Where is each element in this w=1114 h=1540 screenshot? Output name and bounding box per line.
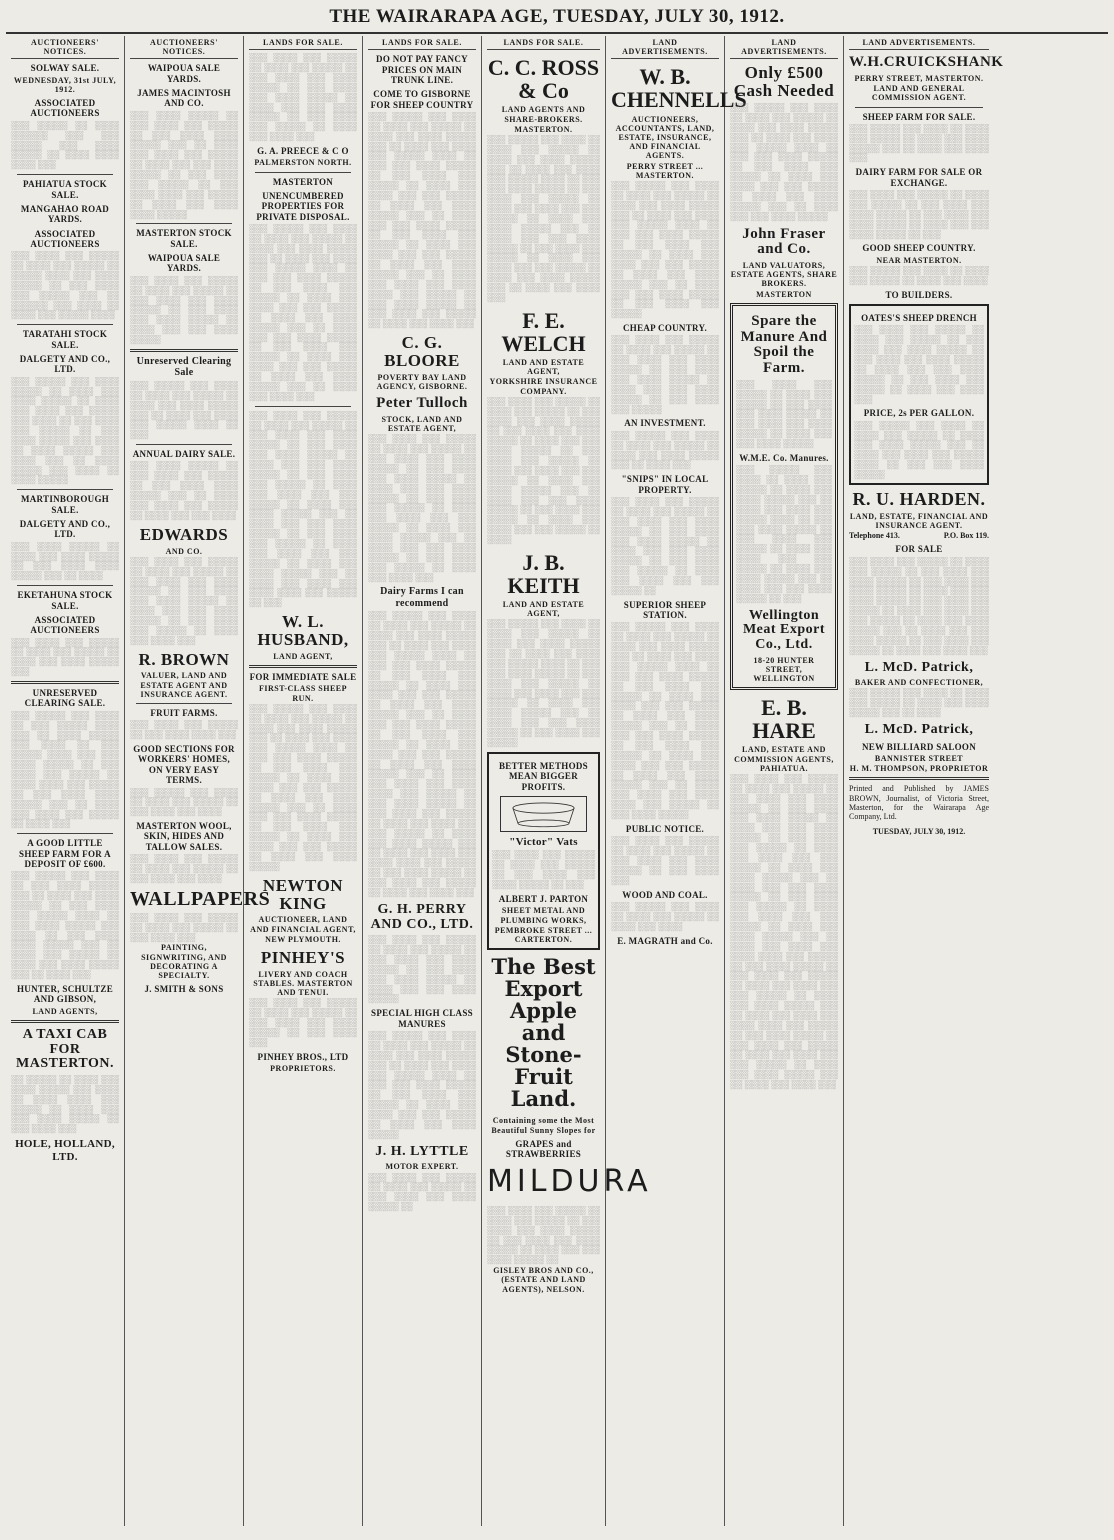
pobox-label: P.O. Box 119. — [943, 531, 989, 541]
ad-heading: FOR IMMEDIATE SALE — [249, 672, 357, 683]
ad-body-placeholder: ░░░ ░░░░ ░░░ ░░░░░ ░░ ░░░░ ░░░ ░░░░░ ░░ ░░░░ ░░░ ░░░░ ░░░░░ ░░░ — [11, 636, 119, 677]
column-lands-for-sale-1 — [244, 36, 363, 1526]
ad-subheading: VALUER, LAND AND ESTATE AGENT AND INSURANCE AGENT. — [140, 671, 228, 699]
ad-heading: A GOOD LITTLE SHEEP FARM FOR A DEPOSIT OF £600. — [19, 838, 111, 869]
ad-subheading: H. M. THOMPSON, PROPRIETOR — [849, 764, 989, 774]
patrick-heading: L. McD. Patrick, — [864, 659, 974, 675]
ad-body-placeholder: ░░░ ░░░░ ░░░░░ ░░ ░░░ ░░░░ ░░░ ░░░░░ ░░ ░░░ ░░░░ ░░░░ ░░░░░ ░░░ ░░ ░░░░ ░░░ ░░░░ ░░░ ░░░░░ ░░ ░░░░ ░░░ ░░░ ░░░░ ░░░░░ ░░ ░░░ ░░░░ ░░░ ░░░░░ ░░ ░░░ ░░░░ ░░░░ ░░░ ░░░░░ ░░ ░░░░ ░░░ ░░░░ ░░░░ ░░░░░ — [130, 109, 238, 219]
harden-contact — [849, 531, 989, 540]
keith-heading: J. B. KEITH — [507, 549, 580, 598]
ad-heading: G. A. PREECE & C O — [257, 146, 349, 157]
ad-heading: GRAPES and STRAWBERRIES — [505, 1138, 582, 1160]
ad-heading: AN INVESTMENT. — [624, 418, 706, 429]
column-header: AUCTIONEERS' NOTICES. — [11, 36, 119, 59]
rule — [17, 833, 113, 834]
edwards-heading: EDWARDS — [139, 524, 229, 544]
vat-icon — [501, 797, 586, 831]
ad-subheading: SHEET METAL AND PLUMBING WORKS, — [500, 906, 587, 925]
ad-subheading: 18-20 HUNTER STREET, WELLINGTON — [753, 655, 815, 683]
ad-heading: SOLWAY SALE. — [30, 63, 100, 74]
patrick-heading-2: L. McD. Patrick, — [864, 722, 974, 738]
ad-subheading: LAND, ESTATE AND COMMISSION AGENTS, PAHIATUA. — [734, 745, 834, 773]
newton-heading: NEWTON KING — [262, 875, 344, 913]
ad-heading: MANGAHAO ROAD YARDS. — [20, 203, 110, 225]
ad-subheading: BAKER AND CONFECTIONER, — [854, 678, 984, 688]
ad-subheading: AUCTIONEERS, ACCOUNTANTS, LAND, ESTATE, INSURANCE, AND FINANCIAL AGENTS. — [615, 114, 715, 161]
ad-subheading: LAND AGENTS AND SHARE-BROKERS. — [501, 105, 586, 124]
ad-heading: E. MAGRATH and Co. — [617, 935, 713, 946]
column-lands-for-sale-2 — [363, 36, 482, 1526]
ad-heading: MASTERTON — [272, 176, 334, 187]
ad-heading: MASTERTON WOOL, SKIN, HIDES AND TALLOW SALES. — [136, 821, 232, 852]
ad-subheading: POVERTY BAY LAND AGENCY, GISBORNE. — [376, 372, 468, 392]
ad-body-placeholder: ░░░ ░░░░ ░░░ ░░░░░ ░░ ░░░░ ░░░ ░░░░░ ░░ ░░░ ░░░░ ░░░ ░░░░ ░░░░░ ░░ ░░░ ░░░░ ░░░ ░░░░ ░░░░░ ░░ ░░░░ ░░░ ░░░ ░░░░ ░░░░░ ░░ ░░░ ░░░░ ░░░ ░░░░░ ░░ ░░░░ ░░░ ░░░░ ░░░ — [130, 555, 238, 645]
ad-body-placeholder: ░░░ ░░░░░ ░░░ ░░░░ ░░ ░░░░ ░░░ ░░░░░ ░░ ░░░░ ░░░ ░░░░ ░░░░░ ░░░ ░░ ░░░░ ░░░ ░░░░ ░░░ ░░░░░ ░░░░ ░░ ░░░ — [130, 379, 238, 440]
ad-body-placeholder: ░░░ ░░░░░ ░░░ ░░░░ ░░ ░░░░ ░░░ ░░░░░ ░░ ░░░░ ░░░ ░░░░ ░░░░░ ░░░ ░░ ░░░░ ░░░ ░░░░ ░░░ ░░░░░ ░░░░ ░░ ░░░ ░░░ ░░░░ ░░░░░ ░░ ░░░ ░░░░ ░░░ ░░░░░ ░░ ░░░░ ░░░ ░░░░ ░░░ ░░░ ░░░░░ ░░ ░░░░ ░░░ ░░░░ ░░░░░ ░░░ ░░ ░░░░ ░░░ ░░░ ░░░░ ░░░░░ — [730, 102, 838, 221]
ad-body-placeholder: ░░░ ░░░░ ░░░ ░░░░░ ░░ ░░░░ ░░░ ░░░░░ ░░ ░░░ ░░░░ ░░░ ░░░░ ░░░░░ ░░ ░░░ ░░░░ ░░░ — [611, 835, 719, 885]
ad-heading: FOR SALE — [895, 544, 943, 555]
brown-heading: R. BROWN — [138, 649, 230, 669]
ad-body-placeholder: ░░░ ░░░░ ░░░ ░░░░░ ░░ ░░░░ ░░░ ░░░░░ ░░ ░░░ ░░░░ ░░░ ░░░░ ░░░░░ ░░ ░░░ ░░░░ ░░░ ░░░░ ░░░░░ ░░ ░░░░ ░░░ ░░░ ░░░░ ░░░░░ ░░ ░░░ ░░░░ ░░░ ░░░░░ ░░ ░░░░ ░░░ ░░░░ ░░░ — [854, 324, 984, 404]
ad-body-placeholder: ░░░ ░░░░░ ░░░ ░░░░ ░░░░░ ░░ ░░░░ ░░░ ░░░░ ░░░░░ ░░ ░░░░ ░░░ ░░░░ ░░░ ░░░░░ ░░░ ░░░░ ░░ ░░░ ░░░░ ░░░ ░░░░░ ░░ ░░░ ░░░░ ░░░░░ ░░░ ░░░░ ░░ ░░░░ ░░░░░ ░░░ ░░░░ ░░░ ░░ ░░░░ ░░░░░ ░░░ ░░░░ ░░ ░░░░ ░░░░░ — [11, 375, 119, 485]
ad-heading: COME TO GISBORNE FOR SHEEP COUNTRY — [370, 89, 474, 110]
ad-body-placeholder: ░░░ ░░░░ ░░░ ░░░░░ ░░ ░░░░ ░░░ ░░░░░ ░░ ░░░ ░░░░ ░░░ ░░░░ ░░░░░ ░░ ░░░ ░░░░ ░░░ ░░░░ ░░░░░ ░░ ░░░░ ░░░ ░░░ ░░░░ ░░░░░ ░░ — [487, 1204, 600, 1265]
ad-heading: MARTINBOROUGH SALE. — [20, 494, 110, 515]
ad-body-placeholder: ░░░ ░░░░ ░░░ ░░░░░ ░░ ░░░░ ░░░ ░░░░░ ░░ ░░░ ░░░░ ░░░ ░░░░ ░░░░░ ░░ ░░░ ░░░░ ░░░ ░░░░ ░░░░░ ░░ ░░░░ ░░░ ░░░ ░░░░ ░░░░░ ░░ ░░░ ░░░░ ░░░ ░░░░░ ░░ ░░░░ ░░░ ░░░░ ░░░ ░░░ ░░░░░ ░░ ░░░░ ░░░ ░░░░ ░░░░░ ░░░ ░░ ░░░░ ░░░ ░░░ ░░░░ ░░░░░ ░░ ░░░ ░░░░ ░░░ ░░░░░ ░░ ░░░░ ░░░ ░░░░ ░░░ ░░░ ░░░░░ ░░ ░░░░ ░░░ ░░░░ ░░░░░ ░░░ ░░ ░░░░ ░░░ ░░░░ ░░░ ░░░░ ░░░░ ░░░ ░░░░░ ░░ ░░░ ░░░░ ░░░░░ ░░ ░░░ ░░░░ ░░░ ░░░░░ ░░ ░░░░ ░░░ ░░░░ ░░░ ░░░ ░░░░░ ░░ ░░░░ ░░░ ░░░░ ░░░░░ ░░░ ░░ ░░░░ ░░░ ░░░░ ░░░ ░░░░ ░░░░ ░░░ ░░░░░ ░░ ░░░ ░░░░ ░░░░░ ░░ ░░░ ░░░░ ░░░ ░░░░░ ░░ ░░░░ ░░░ ░░░░ ░░░ ░░░ ░░░░░ ░░ ░░░░ ░░░ ░░░░ ░░░░░ ░░░ ░░ ░░░░ ░░░ ░░░░ ░░░ — [730, 772, 838, 1090]
ad-heading: TARATAHI STOCK SALE. — [22, 329, 108, 350]
rule — [849, 777, 989, 780]
column-header: LANDS FOR SALE. — [368, 36, 476, 50]
ad-subheading: PAINTING, SIGNWRITING, AND DECORATING A SPECIALTY. — [141, 943, 227, 980]
ad-subheading: LAND, ESTATE, FINANCIAL AND INSURANCE AGENT. — [849, 511, 989, 531]
column-header: AUCTIONEERS' NOTICES. — [130, 36, 238, 59]
ad-subheading: LAND AND ESTATE AGENT, — [502, 358, 585, 377]
column-land-advertisements-1 — [606, 36, 747, 1526]
ad-heading: WAIPOUA SALE YARDS. — [147, 253, 221, 274]
ad-heading: PRICE, 2s PER GALLON. — [863, 408, 975, 419]
column-auctioneers-notices — [6, 36, 125, 1526]
ad-body-placeholder: ░░░ ░░░░ ░░░ ░░░░░ ░░ ░░░░ ░░░ ░░░░░ ░░ ░░░ ░░░░ ░░░ — [130, 911, 238, 942]
imprint: Printed and Published by JAMES BROWN, Journalist, of Victoria Street, Masterton, for the Wairarapa Age Company, Ltd. — [849, 784, 989, 821]
ross-heading: C. C. ROSS & Co — [487, 55, 600, 104]
ad-heading: SPECIAL HIGH CLASS MANURES — [371, 1008, 473, 1029]
ad-subheading: NEW PLYMOUTH. — [265, 934, 341, 944]
ad-heading: Unreserved Clearing Sale — [136, 355, 232, 379]
ad-body-placeholder: ░░░ ░░░░ ░░░ ░░░░░ ░░ ░░░░ ░░░ ░░░░░ ░░ ░░░░░ ░░░░ ░░░ ░░░░ ░░░░░ ░░ ░░░ ░░░░ ░░░ ░░░░░ ░░░ ░░ ░░░░░░ ░░░ ░░░░ ░░ ░░░░ ░░░ ░░░░░ ░░░░ — [11, 250, 119, 320]
ad-body-placeholder: ░░░ ░░░░░ ░░░ ░░░░ ░░ ░░░░ ░░░ ░░░░░ ░░ ░░░░ ░░░ ░░░░ ░░░░░ ░░░ ░░ ░░░░ ░░░ ░░░░ ░░░ ░░░░░ ░░░░ ░░ ░░░ ░░░ ░░░░ ░░░░░ ░░ ░░░ ░░░░ ░░░ ░░░░░ ░░ ░░░░ ░░░ ░░░░ ░░░ ░░░ ░░░░░ ░░ ░░░░ ░░░ ░░░░ ░░░░░ ░░░ ░░ ░░░░ ░░░ ░░░ ░░░░ ░░░░░ ░░ ░░░ ░░░░ ░░░ ░░░░░ ░░ ░░░░ ░░░ ░░░░ ░░░ ░░░ ░░░░░ ░░ ░░░░ ░░░ ░░░░ ░░░░░ ░░░ ░░ ░░░░ ░░░ ░░░░ ░░░ ░░░░ ░░░░ ░░░ ░░░░░ ░░ ░░░ ░░░░ ░░░░░ ░░ ░░░ ░░░░ ░░░ ░░░░░ ░░ ░░░░ ░░░ ░░░░ ░░░ — [368, 110, 476, 329]
ad-body-placeholder: ░░░ ░░░░ ░░░░░ ░░ ░░░ ░░░░ ░░░ ░░░░░ ░░ ░░░ ░░░░ ░░░░ ░░░░░ ░░░ ░░ ░░░░ ░░░ ░░░░ ░░░ ░░░░░ ░░ ░░░░ ░░░ ░░░ ░░░░ — [130, 460, 238, 520]
ad-subheading: Containing some the Most Beautiful Sunny Slopes for — [491, 1116, 596, 1135]
ad-body-placeholder: ░░░ ░░░░ ░░░ ░░░░░ ░░ ░░░░ ░░░ ░░░░░ ░░ ░░░ ░░░░ ░░░ ░░░░ ░░░░░ ░░ ░░░ ░░░░ ░░░ ░░░░ ░░░░░ ░░ ░░░░ ░░░ ░░░ ░░░░ ░░░░░ ░░ ░░░ ░░░░ ░░░ ░░░░░ — [611, 334, 719, 414]
rule — [130, 349, 238, 352]
column-header: LAND ADVERTISEMENTS. — [849, 36, 989, 50]
ad-heading: DO NOT PAY FANCY PRICES ON MAIN TRUNK LINE. — [376, 54, 468, 85]
ad-subheading: GISLEY BROS AND CO., (ESTATE AND LAND AGENTS), NELSON. — [493, 1266, 594, 1294]
ad-heading: MASTERTON STOCK SALE. — [136, 228, 232, 249]
bloore-heading: C. G. BLOORE — [384, 333, 460, 370]
vat-illustration — [500, 796, 587, 832]
ad-heading: PAHIATUA STOCK SALE. — [23, 179, 107, 200]
ad-body-placeholder: ░░░ ░░░░░ ░░░ ░░░░ ░░ ░░░░ ░░░ ░░░░░ ░░ ░░░░ ░░░ ░░░░ — [611, 901, 719, 931]
ad-body-placeholder: ░░░ ░░░░░ ░░░ ░░░░ ░░ ░░░░ ░░░ ░░░░░ ░░ ░░░░ ░░░ ░░░░ ░░░░░ ░░░ ░░ ░░░░ ░░░ ░░░░ ░░░ ░░░░░ ░░░░ ░░ ░░░ ░░░ ░░░░ ░░░░░ ░░ ░░░ ░░░░ ░░░ ░░░░░ ░░ ░░░░ ░░░ ░░░░ ░░░ ░░░ ░░░░░ ░░ ░░░░ ░░░ ░░░░ ░░░░░ ░░░ ░░ ░░░░ ░░░ ░░░ ░░░░ ░░░░░ ░░ ░░░ ░░░░ ░░░ ░░░░░ — [611, 179, 719, 319]
masthead: THE WAIRARAPA AGE, TUESDAY, JULY 30, 1912. — [6, 4, 1108, 34]
tulloch-heading: Peter Tulloch — [376, 395, 468, 412]
ad-body-placeholder: ░░░ ░░░░ ░░░ ░░░░░ ░░ ░░░░ ░░░ ░░░░░ ░░ ░░░ ░░░░ ░░░ ░░░░ ░░░░░ ░░ ░░░ ░░░░ ░░░ ░░░░ ░░░░░ ░░ ░░░░ ░░░ ░░░ ░░░░ ░░░░░ ░░ ░░░ ░░░░ ░░░ ░░░░░ ░░ ░░░░ ░░░ ░░░░ ░░░ ░░░ ░░░░░ ░░ ░░░░ ░░░ ░░░░ ░░░░░ ░░░ ░░ ░░░░ ░░░ ░░░ ░░░░ ░░░░░ ░░ ░░░ ░░░░ ░░░ ░░░░░ ░░ ░░░░ ░░░ ░░░░ ░░░ ░░░ ░░░░░ ░░ ░░░░ ░░░ ░░░░ ░░░░░ ░░░ ░░ ░░░░ ░░░ ░░░░ ░░░ ░░░░ ░░░░ ░░░ ░░░░░ ░░ ░░░ — [249, 409, 357, 608]
ad-heading: OATES'S SHEEP DRENCH — [861, 313, 977, 324]
ad-heading: TO BUILDERS. — [885, 289, 953, 300]
ad-subheading: PERRY STREET ... MASTERTON. — [626, 161, 704, 180]
harden-heading: R. U. HARDEN. — [852, 488, 986, 509]
ad-body-placeholder: ░░░ ░░░░░ ░░░ ░░░░ ░░ ░░░░ ░░░ ░░░░░ ░░ ░░░░ ░░░ ░░░░ ░░░░░ ░░░ ░░ ░░░░ — [849, 687, 989, 718]
ad-body-placeholder: ░░░ ░░░░░ ░░░ ░░░░ ░░ ░░░░ ░░░ ░░░░░ ░░ ░░░░ ░░░ ░░░░ ░░░░░ ░░░ ░░ ░░░░ ░░░ ░░░░ ░░░ — [849, 122, 989, 163]
ad-heading: DALGETY AND CO., LTD. — [19, 354, 111, 375]
ad-body-placeholder: ░░░ ░░░░ ░░░ ░░░░░ ░░ ░░░░ ░░░ ░░░░░ ░░ ░░░ ░░░░ ░░░ ░░░░ — [130, 853, 238, 883]
ad-subheading: LAND AGENTS, — [32, 1006, 98, 1016]
rule — [136, 703, 232, 704]
ad-heading: DAIRY FARM FOR SALE OR EXCHANGE. — [855, 167, 983, 188]
ad-body-placeholder: ░░░ ░░░░ ░░░ ░░░░░ ░░ ░░░░ ░░░ ░░░░░ ░░ ░░░ ░░░░ ░░░ ░░░░ ░░░░░ ░░ ░░░ ░░░░ ░░░ ░░░░ ░░░░░ ░░ ░░░░ ░░░ ░░░ ░░░░ ░░░░░ ░░ ░░░ ░░░░ ░░░ ░░░░░ ░░ ░░░░ ░░░ ░░░░ ░░░ ░░░ ░░░░░ ░░ ░░░░ ░░░ ░░░░ ░░░░░ ░░░ ░░ ░░░░ ░░░ ░░░ ░░░░ ░░░░░ ░░ ░░░ ░░░░ ░░░ ░░░░░ ░░ ░░░░ ░░░ ░░░░ ░░░ — [368, 433, 476, 582]
ad-subheading: PROPRIETORS. — [270, 1064, 336, 1074]
ad-body-placeholder: ░░░ ░░░░░ ░░░ ░░░░ ░░ ░░░ ░░░░░ ░░░░ ░░░ ░░ ░░░░ ░░░░░ ░░░ ░░░░ ░░ ░░░ ░░░░░ ░░░░ ░░░ ░░░ ░░░░ ░░░░░ ░░ ░░░ ░░░░ ░░░ ░░░░░ ░░ ░░░░ ░░░░ ░░░ ░░░░░ ░░ ░░░ ░░░░ ░░░░ ░░░░░ ░░░ ░░ ░░░░ ░░░ ░░░░ ░░░ ░░░░░ ░░ ░░░░ ░░░ — [11, 709, 119, 829]
spare-heading: Spare the Manure And Spoil the Farm. — [740, 312, 828, 377]
ad-heading: WAIPOUA SALE YARDS. — [147, 63, 221, 84]
ad-heading: "SNIPS" IN LOCAL PROPERTY. — [621, 474, 709, 495]
ad-heading: EKETAHUNA STOCK SALE. — [17, 590, 113, 611]
ad-heading: ASSOCIATED AUCTIONEERS — [30, 228, 100, 249]
rule — [136, 223, 232, 224]
ad-body-placeholder: ░░░ ░░░░░ ░░░ ░░░░ ░░ ░░░░ ░░░ ░░░░░ ░░ ░░░░ ░░░ ░░░░ ░░░░░ ░░░ ░░ ░░░░ ░░░ ░░░░ ░░░ ░░░░░ ░░░░ ░░ ░░░ ░░░ ░░░░ ░░░░░ ░░ ░░░ ░░░░ ░░░ ░░░░░ ░░ ░░░░ ░░░ ░░░░ ░░░ ░░░ ░░░░░ ░░ ░░░░ ░░░ ░░░░ ░░░░░ ░░░ ░░ ░░░░ ░░░ ░░░ ░░░░ ░░░░░ ░░ ░░░ — [736, 464, 832, 603]
ad-body-placeholder: ░░░ ░░░░░ ░░░ ░░░░ ░░ ░░░░ ░░░ ░░░░░ ░░ ░░░░ ░░░ ░░░░ ░░░░░ ░░░ ░░ ░░░░ ░░░ ░░░░ ░░░ ░░░░░ ░░░░ ░░ ░░░ ░░░ ░░░░ ░░░░░ — [854, 419, 984, 480]
cruickshank-heading: W.H.CRUICKSHANK — [849, 54, 1004, 71]
ad-heading: SUPERIOR SHEEP STATION. — [623, 599, 707, 621]
ad-body-placeholder: ░░░ ░░░░░ ░░░ ░░░░ ░░ ░░░░ ░░░ ░░░░░ ░░ ░░░░ ░░░ ░░░░ ░░░░░ ░░░ ░░ ░░░░ ░░░ — [611, 429, 719, 470]
ad-heading: UNRESERVED CLEARING SALE. — [24, 688, 106, 709]
ad-body-placeholder: ░░░ ░░░░░ ░░░ ░░░░ ░░ ░░░░ ░░░ ░░░░░ ░░ ░░░░ ░░░ ░░░░ ░░░░░ ░░░ ░░ ░░░░ ░░░ ░░░░ ░░░ ░░░░░ ░░░░ ░░ ░░░ ░░░ ░░░░ ░░░░░ ░░ ░░░ ░░░░ ░░░ ░░░░░ ░░ ░░░░ ░░░ ░░░░ ░░░ ░░░ ░░░░░ ░░ ░░░░ ░░░ ░░░░ ░░░░░ ░░░ ░░ ░░░░ ░░░ ░░░ ░░░░ ░░░░░ ░░ ░░░ ░░░░ ░░░ ░░░░░ ░░ ░░░░ ░░░ ░░░░ ░░░ ░░░ ░░░░░ ░░ ░░░░ ░░░ ░░░░ ░░░░░ ░░░ ░░ ░░░░ ░░░ ░░░░ ░░░ — [487, 133, 600, 302]
column-header: LAND ADVERTISEMENTS. — [611, 36, 719, 59]
ad-subheading: PALMERSTON NORTH. — [254, 158, 352, 168]
ad-body-placeholder: ░░░ ░░░░░ ░░░ ░░░░ ░░ ░░░░ ░░░ ░░░░░ ░░ ░░░░ ░░░ ░░░░ ░░░░░ ░░░ ░░ ░░░░ ░░░ ░░░░ ░░░ ░░░░░ ░░░░ ░░ ░░░ ░░░ ░░░░ ░░░░░ ░░ ░░░ ░░░░ ░░░ ░░░░░ ░░ ░░░░ ░░░ ░░░░ ░░░ ░░░ ░░░░░ ░░ ░░░░ ░░░ ░░░░ ░░░░░ ░░░ ░░ ░░░░ ░░░ ░░░ ░░░░ ░░░░░ ░░ ░░░ ░░░░ ░░░ ░░░░░ ░░ ░░░░ ░░░ ░░░░ ░░░ ░░░ ░░░░░ ░░ ░░░░ ░░░ ░░░░ ░░░░░ ░░░ ░░ ░░░░ ░░░ ░░░░ ░░░ ░░░░ ░░░░ ░░░ ░░░░░ ░░ ░░░ ░░░░ ░░░░░ — [611, 621, 719, 820]
ad-body-placeholder: ░░░ ░░░░░ ░░░ ░░░░ ░░ ░░░ ░░░░ ░░░░░ ░░░ ░░ ░░░░ ░░░ ░░░░ ░░░░░ ░░ ░░░ ░░░░ ░░░ ░░░░░ ░░░░ ░░ ░░░ ░░░░ ░░░░░ ░░░ ░░░░ ░░ ░░░ ░░░░ ░░░░ ░░░░░ ░░░ ░░ ░░░░ ░░░ ░░░░░ ░░ ░░░░ ░░░ ░░░░ ░░░░░ ░░░ ░░ ░░░░ ░░░ — [11, 870, 119, 980]
ad-subheading: LAND AND ESTATE AGENT, — [502, 600, 585, 619]
ad-body-placeholder: ░░░ ░░░░ ░░░ ░░░░░ ░░ ░░░░ ░░░ ░░░░░ ░░ ░░░ ░░░░ ░░░ ░░░░ ░░░░░ ░░ ░░░ ░░░░ ░░░ ░░░░ ░░░░░ ░░ ░░░░ ░░░ ░░░ ░░░░ ░░░░░ ░░ ░░░ ░░░░ ░░░ ░░░░░ ░░ ░░░░ ░░░ ░░░░ ░░░ — [249, 52, 357, 142]
ad-subheading: PERRY STREET, MASTERTON. — [854, 73, 984, 83]
ad-body-placeholder: ░░░ ░░░░ ░░░ ░░░░░ ░░ ░░░░ ░░░ ░░░░░ ░░ ░░░ ░░░░ ░░░ ░░░░ ░░░░░ ░░ ░░░ ░░░░ ░░░ — [249, 997, 357, 1047]
ad-date: WEDNESDAY, 31st JULY, 1912. — [13, 75, 117, 94]
ad-body-placeholder: ░░░ ░░░░ ░░░ ░░░░░ ░░ ░░░░ ░░░ ░░░░░ ░░ ░░░ ░░░░ ░░░ ░░░░ ░░░░░ ░░ ░░░ ░░░░ ░░░ ░░░░ ░░░░░ ░░ ░░░░ ░░░ ░░░ ░░░░ ░░░░░ — [736, 378, 832, 449]
ad-subheading: MASTERTON. — [514, 124, 573, 134]
ad-body-placeholder: ░░░ ░░░░ ░░░ ░░░░░ ░░ ░░░░ ░░░ ░░░░░ ░░ ░░░ ░░░░ ░░░ ░░░░ ░░░░░ ░░ ░░░ ░░░░ ░░░ ░░░░ ░░░░░ ░░ ░░░░ ░░░ ░░░ ░░░░ ░░░░░ ░░ ░░░ — [849, 189, 989, 239]
perry-heading: G. H. PERRY AND CO., LTD. — [370, 901, 474, 932]
manure-ad — [730, 303, 838, 690]
ad-heading: W.M.E. Co. Manures. — [739, 452, 829, 463]
ad-heading: GOOD SHEEP COUNTRY. — [862, 243, 976, 254]
ad-heading: GOOD SECTIONS FOR WORKERS' HOMES, ON VERY EASY TERMS. — [133, 744, 235, 786]
rule — [17, 585, 113, 586]
ad-body-placeholder: ░░ ░░░░░ ░░ ░░░░ ░░░ ░░░░ ░░░░░ ░░░ ░░░░ ░░ ░░░░ ░░░░ ░░░ ░░░░░ ░░ ░░░░ ░░░ ░░░ ░░░░ ░░░░░ ░░ ░░░ ░░░░ ░░░ — [11, 1073, 119, 1134]
ad-heading: Dairy Farms I can recommend — [380, 586, 464, 609]
ad-heading: SHEEP FARM FOR SALE. — [862, 111, 976, 122]
ad-subheading: NEAR MASTERTON. — [876, 255, 962, 265]
ad-body-placeholder: ░░░ ░░░░░ ░░░ ░░░░ ░░ ░░░░ ░░░ ░░░░░ ░░ ░░░░ ░░░ ░░░░ ░░░░░ ░░░ ░░ ░░░░ ░░░ ░░░░ ░░░ ░░░░░ ░░░░ ░░ ░░░ ░░░ ░░░░ ░░░░░ ░░ ░░░ ░░░░ ░░░ ░░░░░ ░░ ░░░░ ░░░ ░░░░ ░░░ ░░░ ░░░░░ ░░ ░░░░ ░░░ ░░░░ ░░░░░ ░░░ ░░ ░░░░ ░░░ ░░░ ░░░░ ░░░░░ ░░ ░░░ ░░░░ ░░░ ░░░░░ ░░ ░░░░ ░░░ ░░░░ ░░░ ░░░ ░░░░░ ░░ ░░░░ ░░░ ░░░░ ░░░░░ ░░░ ░░ ░░░░ ░░░ ░░░░ ░░░ ░░░░ ░░░░ ░░░ ░░░░░ ░░ ░░░ ░░░░ ░░░░░ ░░ ░░░ ░░░░ ░░░ ░░░░░ ░░ ░░░░ ░░░ ░░░░ ░░░ ░░░ ░░░░░ ░░ ░░░░ ░░░ ░░░░ ░░░░░ ░░░ ░░ ░░░░ ░░░ ░░░░ ░░░ ░░░░ ░░░░ ░░░ ░░░░░ ░░ ░░░ ░░░░ ░░░░░ ░░ ░░░ ░░░░ ░░░ ░░░░░ ░░ ░░░░ ░░░ ░░░░ ░░░ — [368, 610, 476, 897]
meat-heading: Wellington Meat Export Co., Ltd. — [742, 607, 826, 652]
ad-heading: HUNTER, SCHULTZE AND GIBSON, — [17, 983, 113, 1005]
telephone-label: Telephone 413. — [849, 531, 900, 541]
hare-heading: E. B. HARE — [752, 695, 816, 744]
welch-heading: F. E. WELCH — [501, 307, 586, 356]
ad-heading: CHEAP COUNTRY. — [622, 323, 708, 334]
ad-body-placeholder: ░░░ ░░░░ ░░░ ░░░░░ ░░ ░░░░ ░░░ ░░░░░ ░░ ░░░ ░░░░ ░░░ ░░░░ ░░░░░ ░░ ░░░ ░░░░ ░░░ ░░░░ ░░░░░ ░░ ░░░░ ░░░ ░░░ ░░░░ ░░░░░ ░░ ░░░ ░░░░ ░░░ ░░░░░ ░░ ░░░░ ░░░ ░░░░ ░░░ ░░░ ░░░░░ ░░ ░░░░ ░░░ ░░░░ ░░░░░ ░░░ ░░ ░░░░ ░░░ ░░░ ░░░░ ░░░░░ ░░ ░░░ ░░░░ ░░░ ░░░░░ ░░ ░░░░ ░░░ ░░░░ ░░░ — [849, 555, 989, 655]
ad-subheading: LAND AGENT, — [273, 651, 333, 661]
ad-heading: "Victor" Vats — [509, 835, 578, 848]
rule — [17, 324, 113, 325]
ad-subheading: AND CO. — [165, 546, 203, 556]
column-land-advertisements-3 — [844, 36, 1004, 1526]
column-auctioneers-notices-2 — [125, 36, 271, 1526]
ad-heading: J. SMITH & SONS — [144, 984, 224, 995]
victor-vats-ad — [487, 752, 600, 950]
ad-heading: DALGETY AND CO., LTD. — [19, 519, 111, 540]
ad-body-placeholder: ░░░ ░░░░░ ░░░ ░░░░ ░░ ░░░░ ░░░ ░░░░░ ░░ ░░░░ ░░░ ░░░░ ░░░░░ ░░░ ░░ ░░░░ ░░░ ░░░░ ░░░ ░░░░░ ░░░░ ░░ ░░░ ░░░ ░░░░ ░░░░░ ░░ ░░░ ░░░░ ░░░ ░░░░░ ░░ ░░░░ ░░░ ░░░░ ░░░ ░░░ ░░░░░ ░░ ░░░░ ░░░ ░░░░ ░░░░░ — [368, 1030, 476, 1139]
ad-body-placeholder: ░░░ ░░░░ ░░░ ░░░░░ ░░ ░░░░ ░░░ ░░░░░ ░░ ░░░ ░░░░ ░░░ ░░░░ ░░░░░ ░░ ░░░ ░░░░ ░░░ ░░░░ ░░░░░ ░░ ░░░░ ░░░ ░░░ ░░░░ ░░░░░ ░░ ░░░ ░░░░ ░░░ ░░░░░ ░░ ░░░░ ░░░ ░░░░ ░░░ ░░░ ░░░░░ ░░ — [611, 496, 719, 595]
ad-body-placeholder: ░░░ ░░░░ ░░░ ░░░░░ ░░ ░░░░ ░░░ ░░░░░ ░░ ░░░ ░░░░ ░░░ ░░░░ ░░░░░ ░░ ░░░ ░░░░ ░░░ ░░░░ ░░░░░ ░░ ░░░░ ░░░ ░░░ ░░░░ ░░░░░ ░░ ░░░ ░░░░ ░░░ ░░░░░ ░░ ░░░░ ░░░ ░░░░ ░░░ ░░░ ░░░░░ ░░ ░░░░ ░░░ ░░░░ ░░░░░ ░░░ ░░ ░░░░ ░░░ ░░░ ░░░░ ░░░░░ ░░ ░░░ ░░░░ ░░░ ░░░░░ ░░ ░░░░ ░░░ ░░░░ ░░░ ░░░ ░░░░░ ░░ ░░░░ — [487, 395, 600, 544]
ad-heading: ASSOCIATED AUCTIONEERS — [30, 614, 100, 636]
rule — [136, 444, 232, 445]
ad-subheading: LAND VALUATORS, ESTATE AGENTS, SHARE BROKERS. — [730, 261, 838, 289]
ad-body-placeholder: ░░░ ░░░░ ░░░░░ ░░ ░░░░ ░░░ ░░░░ ░░░░░ ░░ ░░░ ░░░░ ░░░░ ░░░░░ ░░░ ░░ ░░░░ — [11, 540, 119, 581]
rule — [855, 107, 983, 108]
lyttle-heading: J. H. LYTTLE — [375, 1143, 469, 1159]
ad-heading: FRUIT FARMS. — [150, 708, 218, 719]
ad-heading: WOOD AND COAL. — [622, 889, 708, 900]
ad-body-placeholder: ░░░ ░░░░░ ░░░ ░░░░ ░░ ░░░░ ░░░ ░░░░░ ░░ ░░░░ ░░░ ░░░░ — [849, 264, 989, 285]
rule — [17, 489, 113, 490]
ad-body-placeholder: ░░░ ░░░░░ ░░░ ░░░░ ░░ ░░░░ ░░░ ░░░░░ ░░ ░░░░ ░░░ ░░░░ ░░░░░ ░░░ ░░ ░░░░ ░░░ ░░░░ ░░░ ░░░░░ ░░░░ ░░ ░░░ ░░░ ░░░░ ░░░░░ ░░ ░░░ ░░░░ ░░░ ░░░░░ ░░ ░░░░ ░░░ ░░░░ ░░░ ░░░ ░░░░░ ░░ ░░░░ ░░░ ░░░░ ░░░░░ ░░░ ░░ ░░░░ ░░░ ░░░ ░░░░ ░░░░░ ░░ ░░░ ░░░░ ░░░ ░░░░░ ░░ ░░░░ ░░░ ░░░░ ░░░ ░░░ ░░░░░ ░░ ░░░░ ░░░ ░░░░ ░░░░░ ░░░ ░░ ░░░░ ░░░ ░░░░ ░░░ — [249, 222, 357, 401]
taxicab-heading: A TAXI CAB FOR MASTERTON. — [16, 1026, 114, 1072]
rule — [17, 174, 113, 175]
column-lands-for-sale-3 — [482, 36, 652, 1526]
wallpapers-heading: WALLPAPERS — [130, 887, 271, 910]
column-header: LANDS FOR SALE. — [487, 36, 600, 50]
ad-subheading: LAND AND GENERAL COMMISSION AGENT. — [871, 84, 967, 103]
rule — [255, 406, 351, 407]
chennells-heading: W. B. CHENNELLS — [611, 64, 747, 113]
fraser-heading: John Fraser and Co. — [742, 225, 826, 258]
column-land-advertisements-2 — [725, 36, 844, 1526]
ad-subheading: BANNISTER STREET — [874, 754, 964, 764]
drench-ad — [849, 304, 989, 485]
only-heading: Only £500 Cash Needed — [733, 63, 835, 101]
imprint-date: TUESDAY, JULY 30, 1912. — [872, 827, 966, 837]
ad-subheading: MOTOR EXPERT. — [385, 1162, 459, 1172]
ad-body-placeholder: ░░░ ░░░░░ ░░░ ░░░░ ░░ ░░░░ ░░░ ░░░░░ ░░ ░░░░ ░░░ ░░░░ ░░░░░ ░░░ ░░ ░░░░ ░░░ ░░░░ ░░░ ░░░░░ ░░░░ ░░ ░░░ ░░░ ░░░░ ░░░░░ ░░ ░░░ ░░░░ ░░░ ░░░░░ ░░ ░░░░ ░░░ ░░░░ ░░░ ░░░ ░░░░░ ░░ ░░░░ ░░░ ░░░░ ░░░░░ ░░░ ░░ ░░░░ ░░░ ░░░ ░░░░ ░░░░░ ░░ ░░░ ░░░░ ░░░ ░░░░░ — [487, 618, 600, 747]
ad-heading: HOLE, HOLLAND, LTD. — [15, 1138, 115, 1163]
ad-heading: BETTER METHODS MEAN BIGGER PROFITS. — [499, 760, 588, 792]
ad-heading: ANNUAL DAIRY SALE. — [132, 449, 236, 460]
rule — [11, 1020, 119, 1023]
pinhey-heading: PINHEY'S — [260, 947, 346, 967]
mildura-heading: The Best Export Apple and Stone-Fruit Land. — [491, 954, 596, 1112]
ad-heading: ASSOCIATED AUCTIONEERS — [30, 98, 100, 119]
rule — [249, 665, 357, 668]
ad-subheading: MASTERTON — [756, 289, 812, 299]
ad-heading: UNENCUMBERED PROPERTIES FOR PRIVATE DISPOSAL. — [256, 190, 350, 222]
ad-subheading: STOCK, LAND AND ESTATE AGENT, — [381, 414, 463, 434]
ad-subheading: PEMBROKE STREET ... CARTERTON. — [494, 925, 593, 944]
ad-body-placeholder: ░░░ ░░░░ ░░░ ░░░░░ ░░ ░░░░ ░░░ ░░░░░ ░░ ░░░ ░░░░ ░░░ ░░░░ ░░░░░ ░░ — [368, 1171, 476, 1212]
ad-body-placeholder: ░░░ ░░░░ ░░░ ░░░░░ ░░ ░░░ ░░░░ ░░░░ ░░░ — [130, 719, 238, 740]
ad-subheading: YORKSHIRE INSURANCE COMPANY. — [489, 377, 598, 396]
husband-heading: W. L. HUSBAND, — [257, 612, 349, 650]
ad-subheading: FIRST-CLASS SHEEP RUN. — [258, 684, 347, 703]
ad-body-placeholder: ░░░ ░░░░ ░░░ ░░░░░ ░░ ░░░░ ░░░ ░░░░░ ░░ ░░░ ░░░░ ░░░ ░░░░ ░░░░░ ░░ ░░░ — [492, 849, 595, 890]
ad-subheading: LIVERY AND COACH STABLES. MASTERTON AND TENUI. — [253, 969, 353, 998]
ad-heading: PINHEY BROS., LTD — [257, 1051, 349, 1062]
ad-body-placeholder: ░░░ ░░░░ ░░░ ░░░░░ ░░ ░░░░ ░░░ ░░░░░ ░░ ░░░ ░░░░ ░░░ ░░░░ ░░░░░ ░░ ░░░ ░░░░ ░░░ ░░░░ ░░░░░ ░░ ░░░░ ░░░ ░░░ ░░░░ ░░░░░ — [368, 934, 476, 1004]
ad-body-placeholder: ░░░ ░░░░░ ░░ ░░░░ ░░░░░░ ░░░ ░░░ ░░░░░ ░░░ ░░░░ ░░░░░ ░░ ░░░░ ░░░░ ░░░░ ░░░ — [11, 119, 119, 170]
rule — [11, 681, 119, 684]
ad-body-placeholder: ░░░ ░░░░░ ░░░ ░░░░ ░░ ░░░░ ░░░ ░░░░░ ░░ ░░░░ ░░░ ░░░░ ░░░░░ ░░░ ░░ ░░░░ ░░░ ░░░░ ░░░ ░░░░░ ░░░░ ░░ ░░░ ░░░ ░░░░ ░░░░░ ░░ ░░░ ░░░░ ░░░ ░░░░░ ░░ ░░░░ ░░░ ░░░░ ░░░ ░░░ ░░░░░ ░░ ░░░░ ░░░ ░░░░ ░░░░░ ░░░ ░░ ░░░░ ░░░ ░░░ ░░░░ ░░░░░ ░░ ░░░ ░░░░ ░░░ ░░░░░ ░░ ░░░░ ░░░ ░░░░ ░░░ ░░░ ░░░░░ ░░ ░░░░ ░░░ ░░░░ ░░░░░ — [249, 702, 357, 871]
ad-heading: JAMES MACINTOSH AND CO. — [137, 88, 231, 109]
ad-body-placeholder: ░░░ ░░░░░ ░░░ ░░░░ ░░ ░░░░ ░░░ ░░░░░ ░░ ░░░ ░░░░ ░░░ ░░░░ — [130, 786, 238, 817]
ad-body-placeholder: ░░░ ░░░░ ░░░ ░░░░░ ░░ ░░░░ ░░░ ░░░░░ ░░ ░░░ ░░░░ ░░░ ░░░░ ░░░░░ ░░ ░░░ ░░░░ ░░░ ░░░░ ░░░░░ ░░ ░░░░ ░░░ ░░░ ░░░░ ░░░░░ — [130, 274, 238, 344]
column-header: LANDS FOR SALE. — [249, 36, 357, 50]
column-header: LAND ADVERTISEMENTS. — [730, 36, 838, 59]
ad-subheading: AUCTIONEER, LAND AND FINANCIAL AGENT, — [250, 915, 356, 934]
columns — [6, 36, 1108, 1526]
rule — [255, 172, 351, 173]
mildura-title: MILDURA — [487, 1164, 652, 1200]
ad-heading: NEW BILLIARD SALOON — [861, 741, 977, 752]
ad-heading: ALBERT J. PARTON — [498, 893, 589, 904]
ad-heading: PUBLIC NOTICE. — [625, 823, 705, 834]
